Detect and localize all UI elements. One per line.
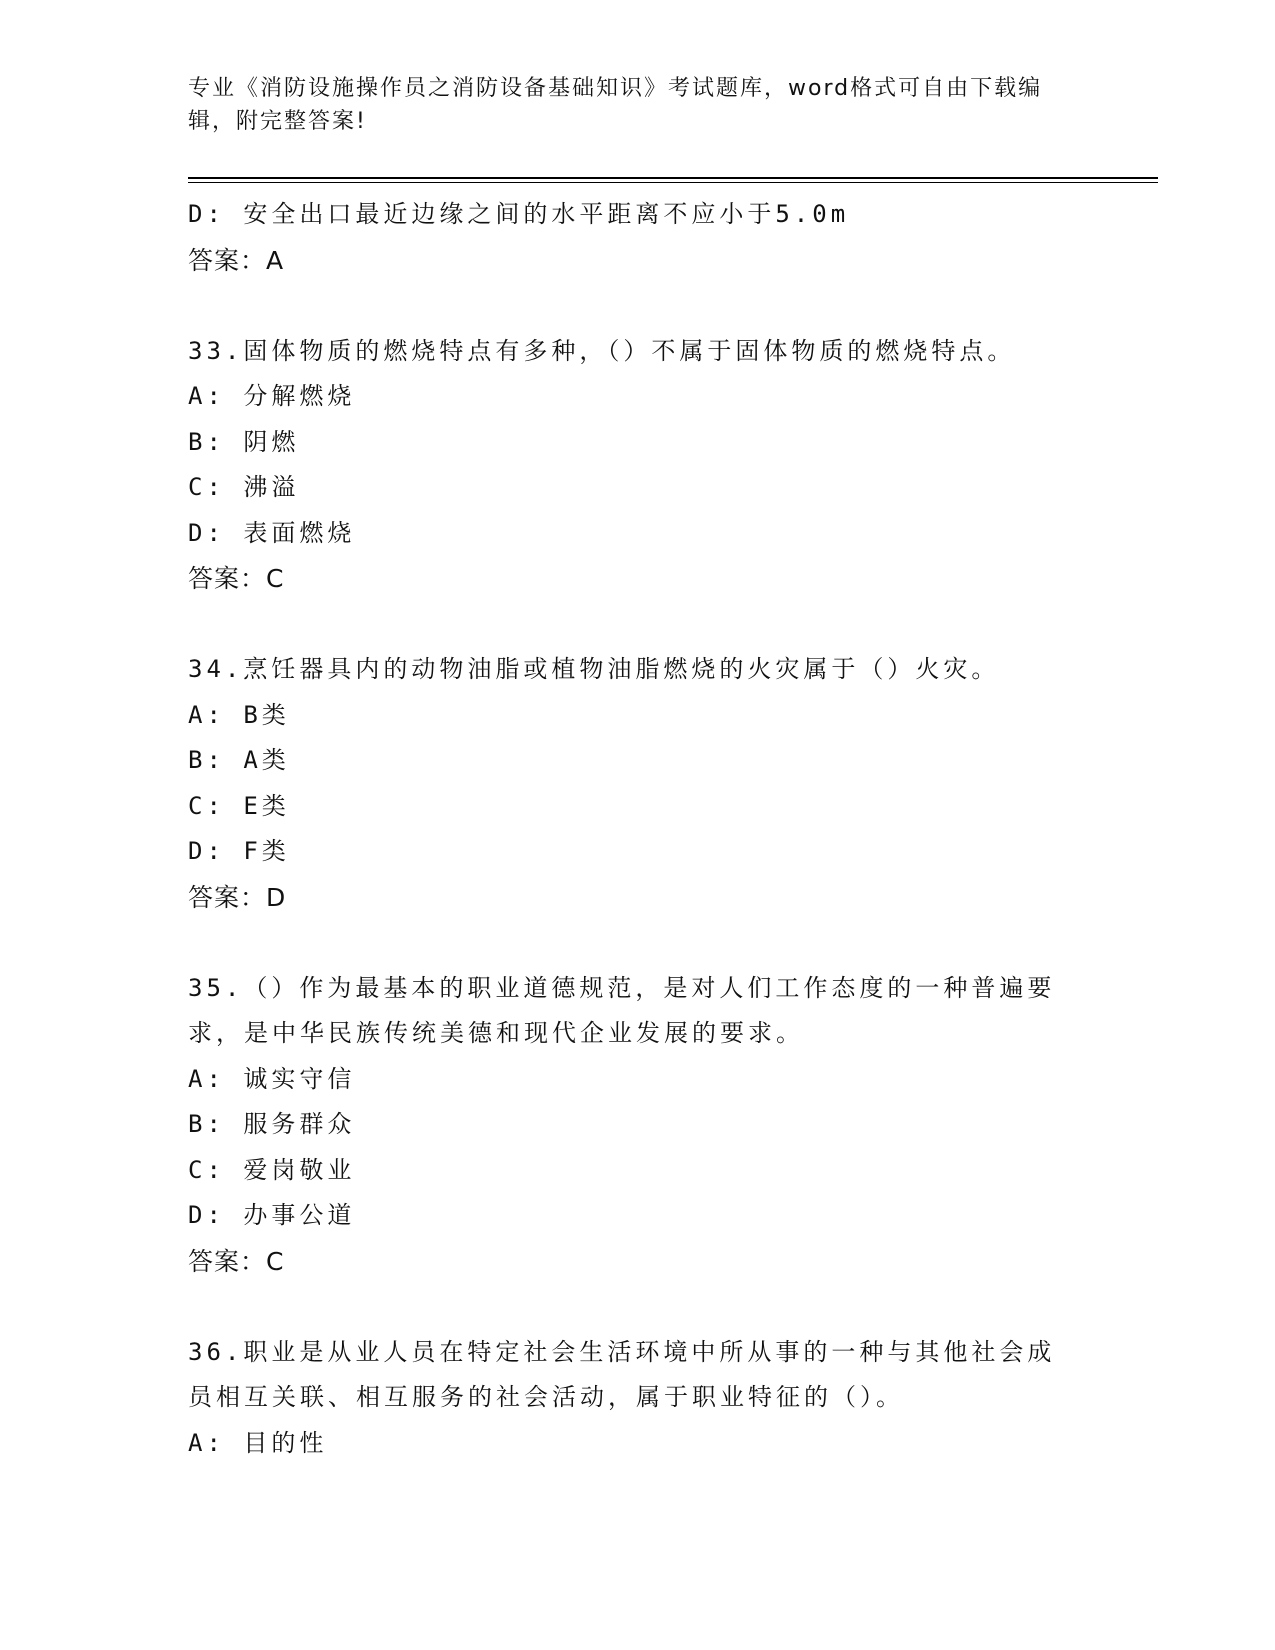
question-text-line-2: 求，是中华民族传统美德和现代企业发展的要求。 <box>188 1019 804 1047</box>
question-text-line-1: 35.（）作为最基本的职业道德规范，是对人们工作态度的一种普遍要 <box>188 973 1056 1002</box>
option-a: A: 诚实守信 <box>188 1064 356 1093</box>
question-34 <box>188 647 1088 920</box>
option-b: B: 阴燃 <box>188 427 300 456</box>
question-text-line-2: 员相互关联、相互服务的社会活动，属于职业特征的（）。 <box>188 1383 904 1411</box>
option-d: D: F类 <box>188 837 290 865</box>
question-33 <box>188 329 1088 602</box>
option-d-previous: D: 安全出口最近边缘之间的水平距离不应小于5.0m <box>188 200 850 228</box>
option-c: C: 爱岗敬业 <box>188 1155 356 1184</box>
option-d: D: 表面燃烧 <box>188 518 356 547</box>
question-text: 33.固体物质的燃烧特点有多种，（）不属于固体物质的燃烧特点。 <box>188 336 1016 365</box>
option-b: B: A类 <box>188 746 290 774</box>
question-35 <box>188 966 1088 1285</box>
option-c: C: E类 <box>188 791 290 820</box>
option-a: A: 分解燃烧 <box>188 382 356 410</box>
option-a: A: 目的性 <box>188 1428 328 1457</box>
question-text-line-1: 36.职业是从业人员在特定社会生活环境中所从事的一种与其他社会成 <box>188 1337 1056 1366</box>
header-rule-thick <box>188 177 1158 179</box>
option-d: D: 办事公道 <box>188 1201 356 1229</box>
question-text: 34.烹饪器具内的动物油脂或植物油脂燃烧的火灾属于（）火灾。 <box>188 655 1000 683</box>
header-rule-thin <box>188 182 1158 183</box>
document-body <box>188 192 1088 1466</box>
answer: 答案：D <box>188 882 287 912</box>
option-c: C: 沸溢 <box>188 473 300 501</box>
option-a: A: B类 <box>188 700 290 729</box>
answer: 答案：C <box>188 1246 285 1276</box>
question-36 <box>188 1330 1088 1467</box>
document-header: 专业《消防设施操作员之消防设备基础知识》考试题库，word格式可自由下载编辑，附完整答案! <box>188 76 1043 134</box>
answer-previous: 答案：A <box>188 245 285 275</box>
answer: 答案：C <box>188 564 285 593</box>
option-b: B: 服务群众 <box>188 1110 356 1138</box>
